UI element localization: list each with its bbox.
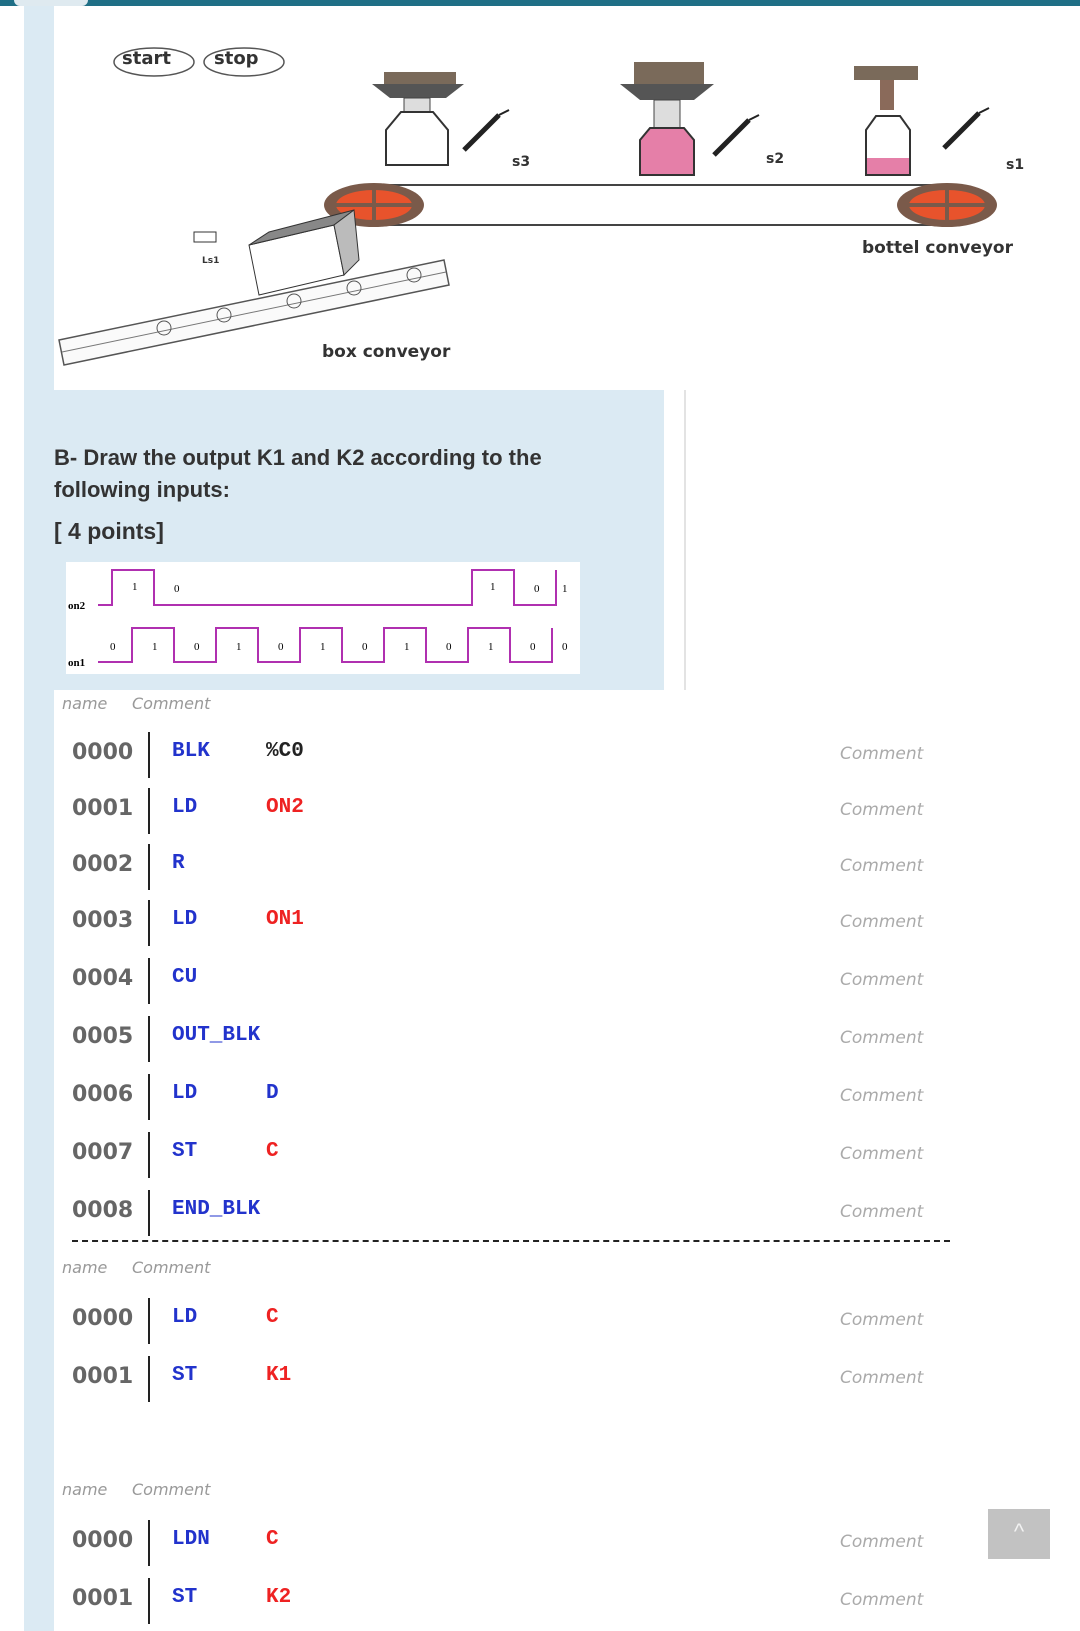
instruction[interactable]: ST (172, 1364, 198, 1387)
line-number: 0008 (72, 1198, 134, 1223)
instruction[interactable]: ST (172, 1586, 198, 1609)
table-row[interactable] (72, 732, 952, 778)
line-number: 0000 (72, 1528, 134, 1553)
table-row[interactable] (72, 1520, 952, 1566)
line-number: 0000 (72, 740, 134, 765)
on1-value-2: 0 (194, 641, 200, 653)
rung-bar (148, 1298, 150, 1344)
operand[interactable]: C (266, 1306, 279, 1329)
table-row[interactable] (72, 1190, 952, 1236)
s3-label: s3 (512, 154, 531, 170)
sensor-s3 (464, 115, 499, 150)
conveyor-illustration (54, 20, 1054, 390)
instruction[interactable]: LD (172, 1306, 198, 1329)
table-row[interactable] (72, 1356, 952, 1402)
line-number: 0001 (72, 796, 134, 821)
line-number: 0006 (72, 1082, 134, 1107)
timing-diagram (66, 562, 580, 674)
comment[interactable]: Comment (840, 1086, 924, 1106)
on1-value-10: 0 (530, 641, 536, 653)
scroll-top-button[interactable] (988, 1509, 1050, 1559)
block1-header-name: name (62, 694, 108, 713)
comment[interactable]: Comment (840, 970, 924, 990)
on2-value-0: 1 (132, 581, 138, 593)
comment[interactable]: Comment (840, 1144, 924, 1164)
operand[interactable]: K2 (266, 1586, 292, 1609)
instruction[interactable]: LD (172, 796, 198, 819)
comment[interactable]: Comment (840, 912, 924, 932)
on1-value-9: 1 (488, 641, 494, 653)
on1-value-7: 1 (404, 641, 410, 653)
instruction[interactable]: END_BLK (172, 1198, 261, 1221)
line-number: 0000 (72, 1306, 134, 1331)
comment[interactable]: Comment (840, 744, 924, 764)
rung-bar (148, 958, 150, 1004)
bottle-filling (640, 128, 694, 175)
line-number: 0002 (72, 852, 134, 877)
chevron-up-icon: ^ (1013, 1519, 1025, 1544)
instruction[interactable]: R (172, 852, 185, 875)
block1-header-comment: Comment (132, 694, 211, 713)
instruction[interactable]: BLK (172, 740, 210, 763)
line-number: 0003 (72, 908, 134, 933)
comment[interactable]: Comment (840, 856, 924, 876)
operand[interactable]: C (266, 1528, 279, 1551)
s2-label: s2 (766, 151, 785, 167)
operand[interactable]: %C0 (266, 740, 304, 763)
table-row[interactable] (72, 1016, 952, 1062)
box-conveyor-label: box conveyor (322, 342, 451, 362)
rung-bar (148, 1074, 150, 1120)
instruction[interactable]: ST (172, 1140, 198, 1163)
line-number: 0001 (72, 1586, 134, 1611)
ls1-label: Ls1 (202, 256, 220, 266)
comment[interactable]: Comment (840, 1202, 924, 1222)
s1-label: s1 (1006, 157, 1025, 173)
table-row[interactable] (72, 1298, 952, 1344)
line-number: 0001 (72, 1364, 134, 1389)
operand[interactable]: ON2 (266, 796, 304, 819)
instruction[interactable]: LD (172, 1082, 198, 1105)
comment[interactable]: Comment (840, 1028, 924, 1048)
line-number: 0007 (72, 1140, 134, 1165)
line-number: 0004 (72, 966, 134, 991)
bottle-conveyor-label: bottel conveyor (862, 238, 1013, 258)
comment[interactable]: Comment (840, 1590, 924, 1610)
rung-bar (148, 1578, 150, 1624)
stop-label: stop (214, 48, 259, 69)
operand[interactable]: C (266, 1140, 279, 1163)
rung-bar (148, 1132, 150, 1178)
comment[interactable]: Comment (840, 800, 924, 820)
on2-waveform (98, 570, 556, 605)
on1-value-4: 0 (278, 641, 284, 653)
instruction[interactable]: LD (172, 908, 198, 931)
instruction[interactable]: CU (172, 966, 198, 989)
block2-header-comment: Comment (132, 1258, 211, 1277)
on1-value-8: 0 (446, 641, 452, 653)
rung-bar (148, 1356, 150, 1402)
sensor-s2 (714, 120, 749, 155)
comment[interactable]: Comment (840, 1310, 924, 1330)
block-separator (72, 1240, 950, 1242)
table-row[interactable] (72, 1132, 952, 1178)
instruction[interactable]: LDN (172, 1528, 210, 1551)
block3-header-name: name (62, 1480, 108, 1499)
table-row[interactable] (72, 958, 952, 1004)
on2-value-3: 0 (534, 583, 540, 595)
rung-bar (148, 1190, 150, 1236)
on2-value-1: 0 (174, 583, 180, 595)
panel-divider (684, 390, 686, 690)
operand[interactable]: D (266, 1082, 279, 1105)
on1-value-11: 1 (562, 583, 568, 595)
bottle-empty (386, 112, 448, 165)
table-row[interactable] (72, 1074, 952, 1120)
table-row[interactable] (72, 844, 952, 890)
rung-bar (148, 900, 150, 946)
on1-value-5: 1 (320, 641, 326, 653)
sensor-s1 (944, 113, 979, 148)
instruction[interactable]: OUT_BLK (172, 1024, 261, 1047)
block2-header-name: name (62, 1258, 108, 1277)
rung-bar (148, 788, 150, 834)
timing-svg (66, 562, 580, 674)
on1-value-1: 1 (152, 641, 158, 653)
on1-value-12: 0 (562, 641, 568, 653)
rung-bar (148, 1520, 150, 1566)
table-row[interactable] (72, 900, 952, 946)
on1-value-3: 1 (236, 641, 242, 653)
on1-label: on1 (68, 657, 86, 669)
on2-value-2: 1 (490, 581, 496, 593)
start-label: start (122, 48, 171, 69)
rung-bar (148, 844, 150, 890)
top-bar (0, 0, 1080, 6)
rung-bar (148, 732, 150, 778)
rung-bar (148, 1016, 150, 1062)
table-row[interactable] (72, 788, 952, 834)
comment[interactable]: Comment (840, 1368, 924, 1388)
block3-header-comment: Comment (132, 1480, 211, 1499)
points-label: [ 4 points] (54, 518, 164, 544)
table-row[interactable] (72, 1578, 952, 1624)
on1-value-6: 0 (362, 641, 368, 653)
question-text: B- Draw the output K1 and K2 according to the following inputs: (54, 445, 542, 502)
operand[interactable]: ON1 (266, 908, 304, 931)
on1-value-0: 0 (110, 641, 116, 653)
conveyor-figure (54, 20, 1054, 390)
left-strip (24, 6, 54, 1631)
line-number: 0005 (72, 1024, 134, 1049)
operand[interactable]: K1 (266, 1364, 292, 1387)
on2-label: on2 (68, 600, 86, 612)
comment[interactable]: Comment (840, 1532, 924, 1552)
